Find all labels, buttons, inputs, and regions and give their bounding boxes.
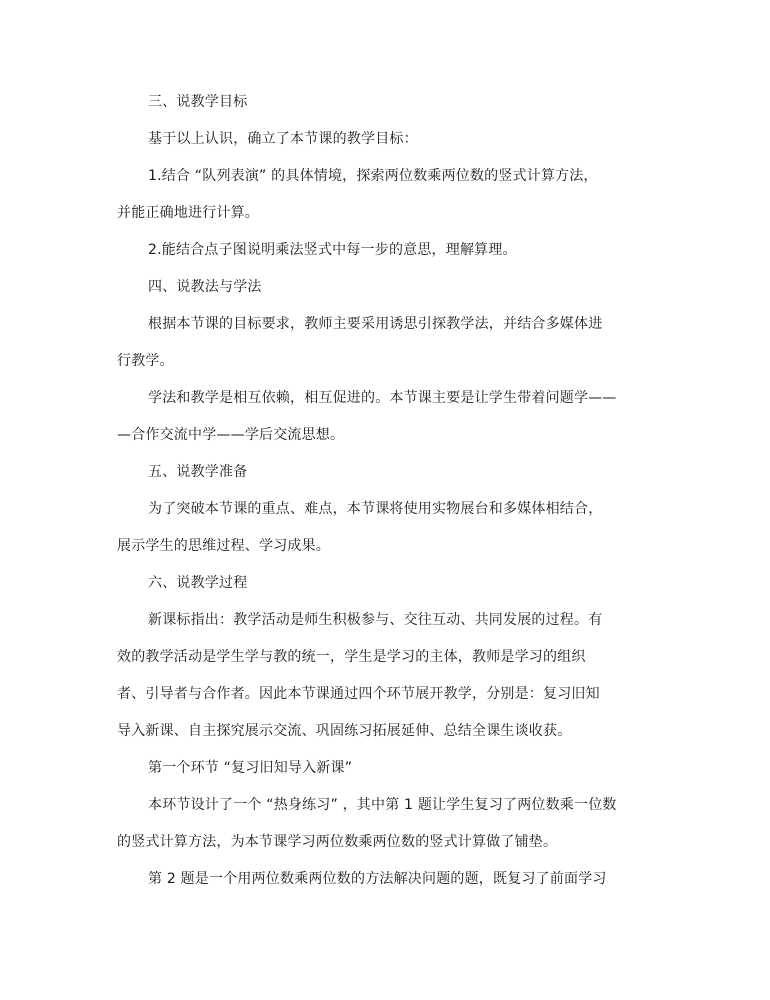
paragraph-line: 基于以上认识，确立了本节课的教学目标： [148,131,418,147]
paragraph-line: 者、引导者与合作者。因此本节课通过四个环节展开教学，分别是：复习旧知 [117,686,600,702]
paragraph-line: 第 2 题是一个用两位数乘两位数的方法解决问题的题，既复习了前面学习 [148,871,607,887]
paragraph-line: —合作交流中学——学后交流思想。 [117,427,345,443]
subsection-heading-first-step: 第一个环节 “复习旧知导入新课” [148,760,353,776]
section-heading-preparation: 五、说教学准备 [148,464,248,480]
paragraph-line: 展示学生的思维过程、学习成果。 [117,538,330,554]
section-heading-teaching-goals: 三、说教学目标 [148,94,248,110]
paragraph-line: 效的教学活动是学生学与教的统一，学生是学习的主体，教师是学习的组织 [117,649,586,665]
paragraph-line: 的竖式计算方法，为本节课学习两位数乘两位数的竖式计算做了铺垫。 [117,834,558,850]
paragraph-line: 根据本节课的目标要求，教师主要采用诱思引探教学法，并结合多媒体进 [148,316,603,332]
paragraph-line: 本环节设计了一个 “热身练习” ，其中第 1 题让学生复习了两位数乘一位数 [148,797,617,813]
paragraph-line: 导入新课、自主探究展示交流、巩固练习拓展延伸、总结全课生谈收获。 [117,723,572,739]
paragraph-line: 2.能结合点子图说明乘法竖式中每一步的意思，理解算理。 [148,242,517,258]
paragraph-line: 学法和教学是相互依赖，相互促进的。本节课主要是让学生带着问题学—— [148,390,617,406]
paragraph-line: 1.结合 “队列表演” 的具体情境，探索两位数乘两位数的竖式计算方法， [148,168,598,184]
section-heading-process: 六、说教学过程 [148,575,248,591]
paragraph-line: 新课标指出：教学活动是师生积极参与、交往互动、共同发展的过程。有 [148,612,603,628]
section-heading-methods: 四、说教法与学法 [148,279,262,295]
paragraph-line: 为了突破本节课的重点、难点，本节课将使用实物展台和多媒体相结合， [148,501,603,517]
paragraph-line: 行教学。 [117,353,174,369]
paragraph-line: 并能正确地进行计算。 [117,205,259,221]
